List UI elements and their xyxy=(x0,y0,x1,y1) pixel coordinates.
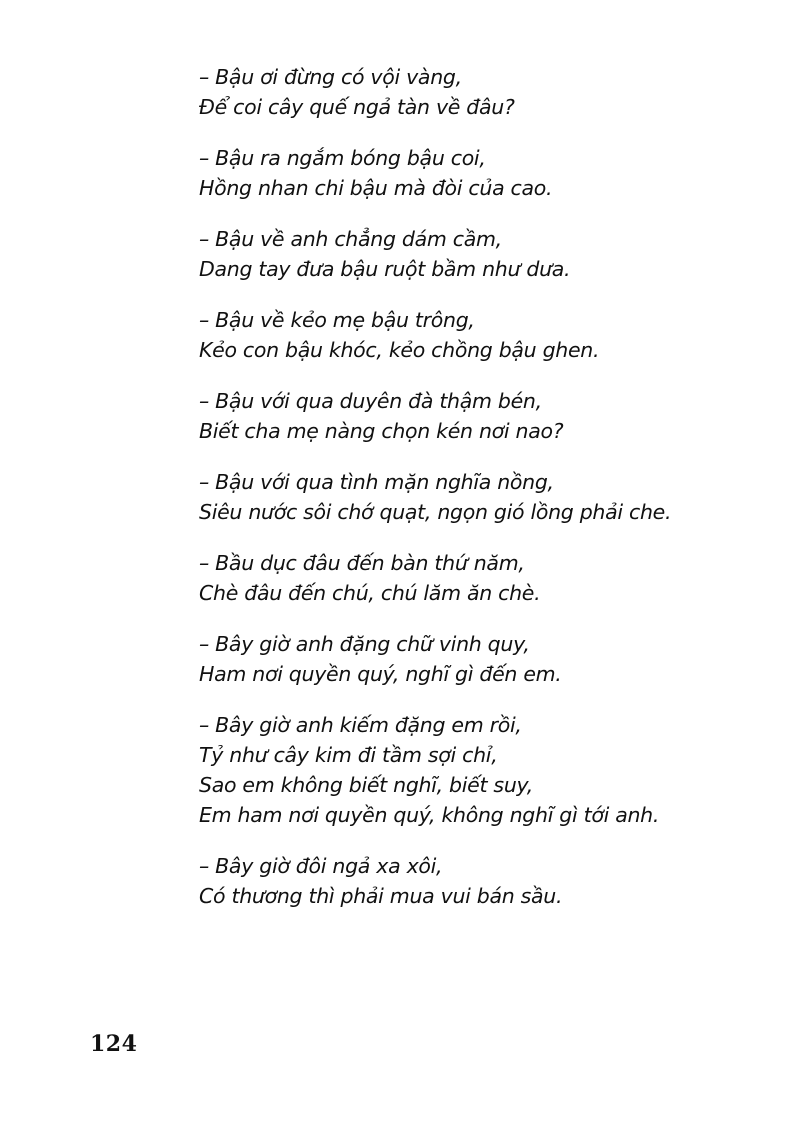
poem-line: – Bây giờ đôi ngả xa xôi, xyxy=(199,854,443,878)
stanza xyxy=(199,224,759,284)
poem-line: Sao em không biết nghĩ, biết suy, xyxy=(199,773,533,797)
poem-line: Kẻo con bậu khóc, kẻo chồng bậu ghen. xyxy=(199,338,600,362)
poem-line: – Bây giờ anh kiếm đặng em rồi, xyxy=(199,713,522,737)
page-number: 124 xyxy=(90,1031,138,1057)
stanza xyxy=(199,386,759,446)
poem-line: – Bậu về anh chẳng dám cầm, xyxy=(199,227,502,251)
poem-line: Dang tay đưa bậu ruột bầm như dưa. xyxy=(199,257,571,281)
stanza xyxy=(199,62,759,122)
poem-line: – Bậu với qua duyên đà thậm bén, xyxy=(199,389,542,413)
poem-line: – Bầu dục đâu đến bàn thứ năm, xyxy=(199,551,525,575)
stanza xyxy=(199,851,759,911)
poem-line: Ham nơi quyền quý, nghĩ gì đến em. xyxy=(199,662,562,686)
poem-line: – Bây giờ anh đặng chữ vinh quy, xyxy=(199,632,530,656)
poem-line: Biết cha mẹ nàng chọn kén nơi nao? xyxy=(199,419,564,443)
poem-line: – Bậu về kẻo mẹ bậu trông, xyxy=(199,308,475,332)
poem-line: Tỷ như cây kim đi tầm sợi chỉ, xyxy=(199,743,498,767)
poem-line: Có thương thì phải mua vui bán sầu. xyxy=(199,884,563,908)
poem-line: – Bậu ơi đừng có vội vàng, xyxy=(199,65,462,89)
poem-line: Em ham nơi quyền quý, không nghĩ gì tới anh. xyxy=(199,803,660,827)
stanza xyxy=(199,143,759,203)
stanza xyxy=(199,629,759,689)
poem-line: Để coi cây quế ngả tàn về đâu? xyxy=(199,95,515,119)
poem-line: Siêu nước sôi chớ quạt, ngọn gió lồng phải che. xyxy=(199,500,672,524)
poem-line: – Bậu với qua tình mặn nghĩa nồng, xyxy=(199,470,554,494)
poem-line: Hồng nhan chi bậu mà đòi của cao. xyxy=(199,176,553,200)
stanza xyxy=(199,548,759,608)
stanza xyxy=(199,467,759,527)
poem-line: – Bậu ra ngắm bóng bậu coi, xyxy=(199,146,486,170)
poem-body xyxy=(199,62,759,932)
stanza xyxy=(199,710,759,830)
stanza xyxy=(199,305,759,365)
poem-line: Chè đâu đến chú, chú lăm ăn chè. xyxy=(199,581,541,605)
